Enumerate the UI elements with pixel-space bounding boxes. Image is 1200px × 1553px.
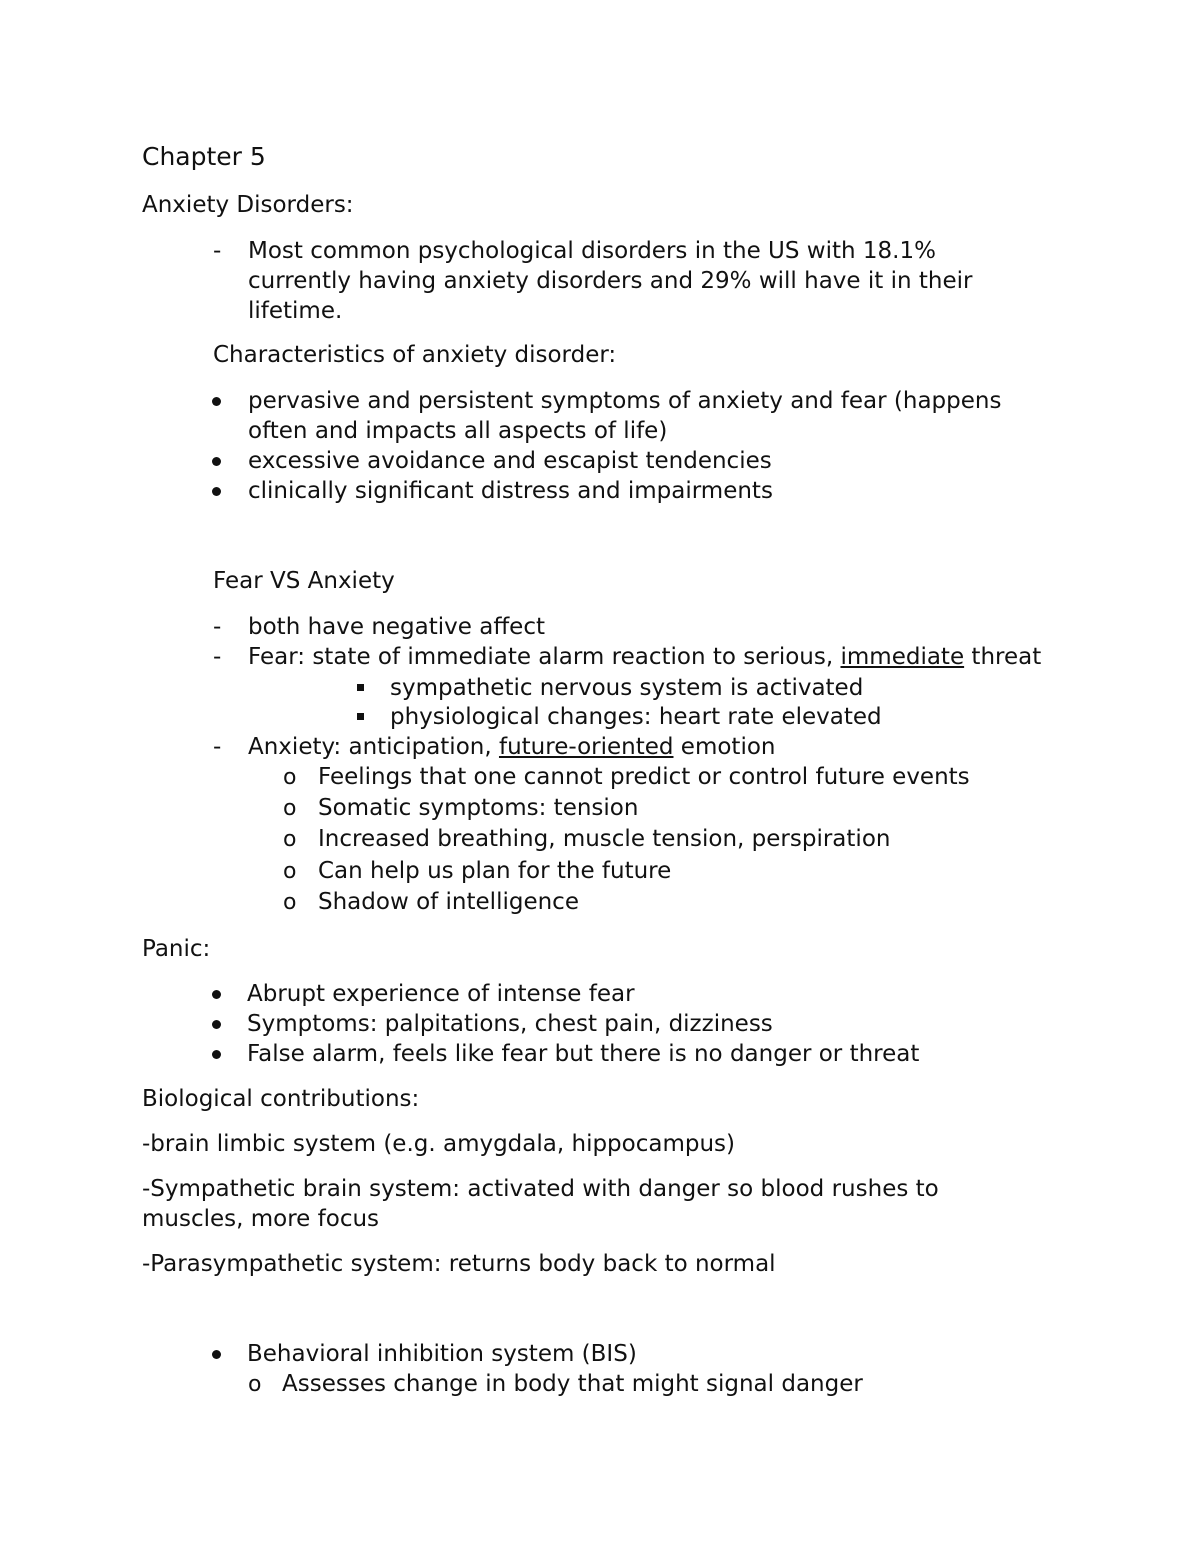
bullet-icon	[212, 457, 221, 466]
anxiety-suffix: emotion	[673, 734, 776, 760]
sympathetic-system: -Sympathetic brain system: activated with danger so blood rushes to	[142, 1176, 939, 1202]
characteristic-item: pervasive and persistent symptoms of anxiety and fear (happens	[248, 388, 1002, 414]
prevalence-line: lifetime.	[248, 298, 343, 324]
anxiety-sub-item: Somatic symptoms: tension	[318, 795, 639, 821]
square-bullet-icon	[357, 684, 364, 691]
anxiety-sub-item: Shadow of intelligence	[318, 889, 579, 915]
characteristic-item: excessive avoidance and escapist tendencies	[248, 448, 772, 474]
both-negative-affect: both have negative affect	[248, 614, 545, 640]
anxiety-definition	[248, 732, 775, 762]
panic-item: Abrupt experience of intense fear	[247, 981, 635, 1007]
dash-marker: -	[213, 238, 222, 264]
circle-bullet-icon: o	[283, 890, 297, 915]
fear-definition	[248, 642, 1041, 672]
circle-bullet-icon: o	[283, 765, 297, 790]
fear-sub-item: physiological changes: heart rate elevated	[390, 704, 882, 730]
chapter-title: Chapter 5	[142, 142, 266, 171]
circle-bullet-icon: o	[248, 1372, 262, 1397]
prevalence-line: Most common psychological disorders in the US with 18.1%	[248, 238, 936, 264]
dash-marker: -	[213, 644, 222, 670]
biological-heading: Biological contributions:	[142, 1086, 420, 1112]
anxiety-prefix: Anxiety: anticipation,	[248, 734, 499, 760]
bis-sub-item: Assesses change in body that might signal danger	[282, 1371, 863, 1397]
fear-prefix: Fear: state of immediate alarm reaction to serious,	[248, 644, 841, 670]
bullet-icon	[212, 1020, 221, 1029]
anxiety-sub-item: Feelings that one cannot predict or control future events	[318, 764, 970, 790]
bullet-icon	[212, 1350, 221, 1359]
dash-marker: -	[213, 614, 222, 640]
fear-suffix: threat	[964, 644, 1042, 670]
bullet-icon	[212, 1050, 221, 1059]
anxiety-underlined: future-oriented	[498, 734, 674, 760]
anxiety-sub-item: Increased breathing, muscle tension, perspiration	[318, 826, 891, 852]
square-bullet-icon	[357, 713, 364, 720]
panic-heading: Panic:	[142, 936, 211, 962]
prevalence-line: currently having anxiety disorders and 29% will have it in their	[248, 268, 973, 294]
bullet-icon	[212, 990, 221, 999]
limbic-system: -brain limbic system (e.g. amygdala, hippocampus)	[142, 1131, 736, 1157]
circle-bullet-icon: o	[283, 796, 297, 821]
bis-item: Behavioral inhibition system (BIS)	[247, 1341, 637, 1367]
fear-sub-item: sympathetic nervous system is activated	[390, 675, 864, 701]
anxiety-sub-item: Can help us plan for the future	[318, 858, 672, 884]
circle-bullet-icon: o	[283, 859, 297, 884]
fear-underlined: immediate	[840, 644, 965, 670]
parasympathetic-system: -Parasympathetic system: returns body back to normal	[142, 1251, 776, 1277]
anxiety-disorders-heading: Anxiety Disorders:	[142, 192, 354, 218]
fear-vs-anxiety-heading: Fear VS Anxiety	[213, 568, 395, 594]
bullet-icon	[212, 397, 221, 406]
characteristic-item: often and impacts all aspects of life)	[248, 418, 668, 444]
bullet-icon	[212, 487, 221, 496]
sympathetic-system: muscles, more focus	[142, 1206, 380, 1232]
panic-item: Symptoms: palpitations, chest pain, dizziness	[247, 1011, 773, 1037]
dash-marker: -	[213, 734, 222, 760]
characteristics-heading: Characteristics of anxiety disorder:	[213, 342, 617, 368]
characteristic-item: clinically significant distress and impairments	[248, 478, 773, 504]
circle-bullet-icon: o	[283, 827, 297, 852]
panic-item: False alarm, feels like fear but there is no danger or threat	[247, 1041, 920, 1067]
